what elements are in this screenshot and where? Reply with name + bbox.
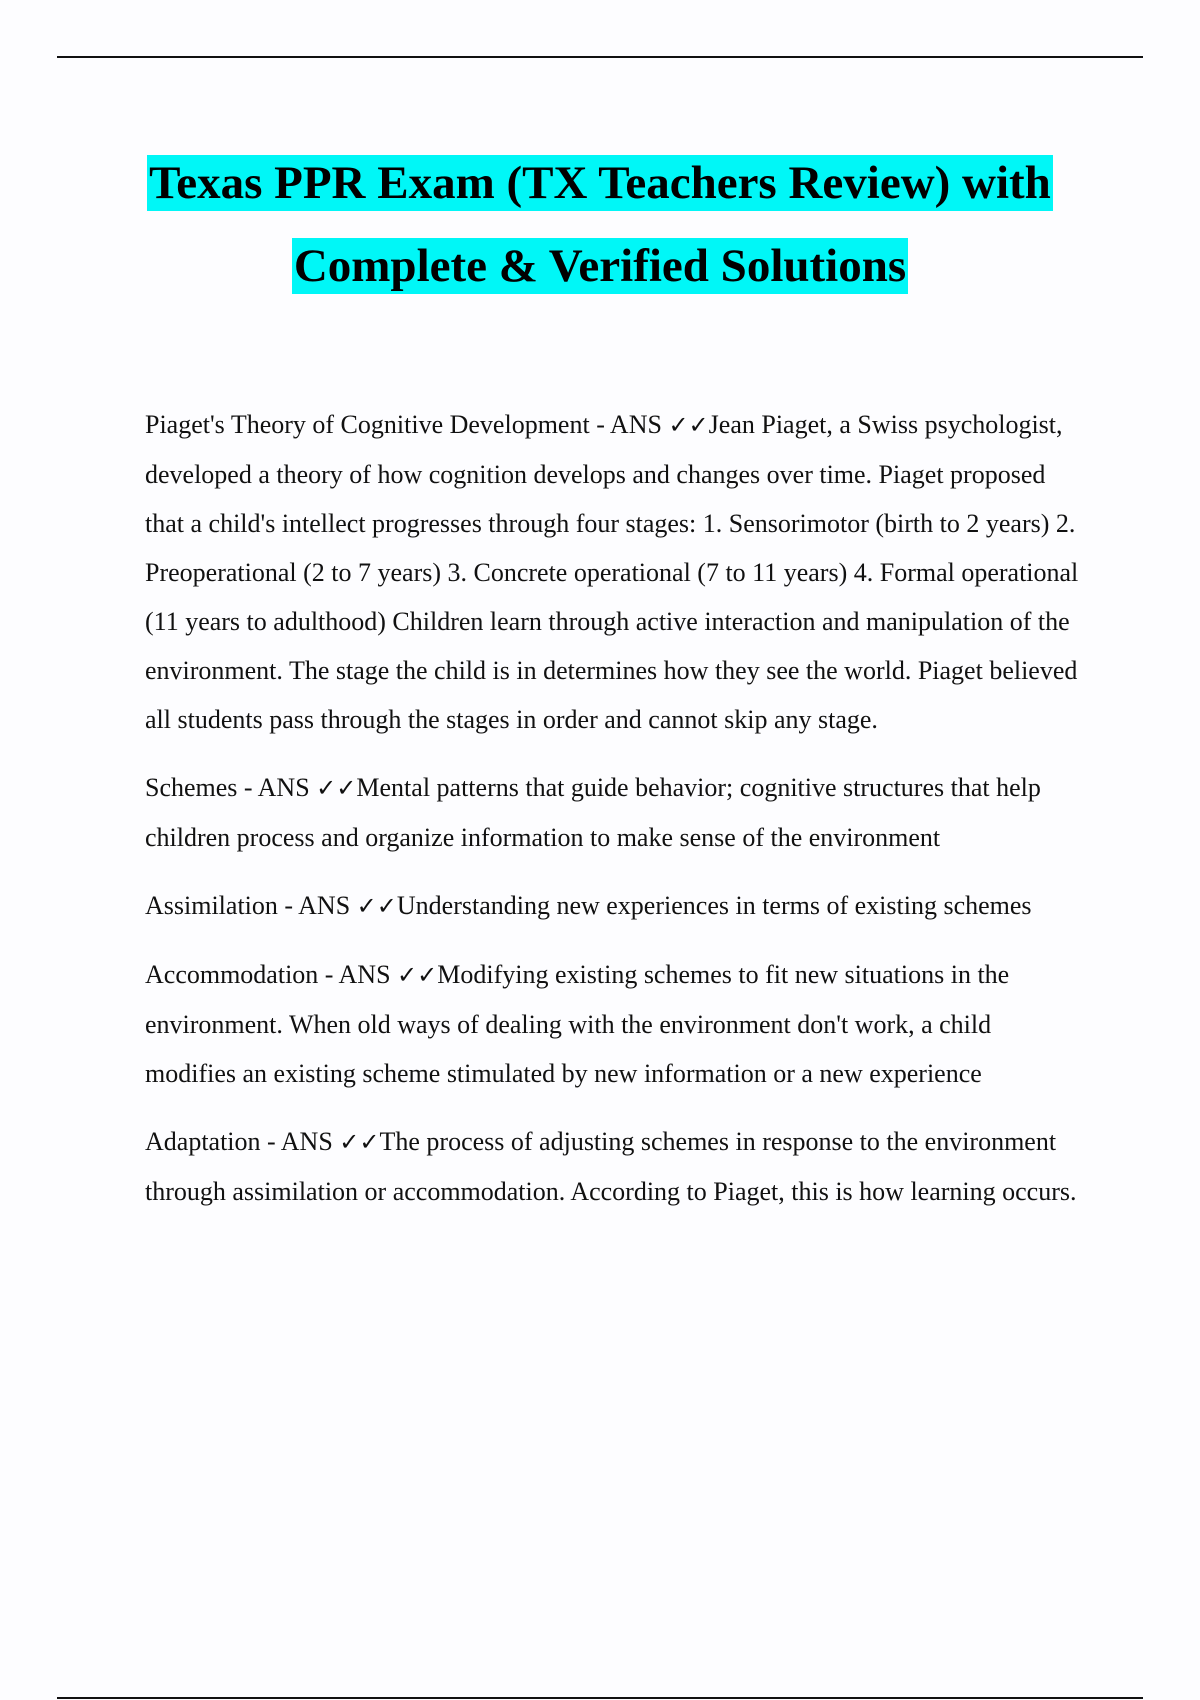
footer-rule — [57, 1697, 1143, 1699]
ans-label: ANS — [298, 891, 351, 920]
entry-term: Accommodation — [145, 960, 319, 989]
entry-separator: - — [260, 1127, 281, 1156]
document-title — [100, 142, 1100, 308]
entry-separator: - — [277, 891, 299, 920]
ans-label: ANS — [609, 410, 662, 439]
qa-entry-schemes — [145, 763, 1085, 862]
ans-label: ANS — [338, 960, 391, 989]
qa-entry-accommodation — [145, 950, 1085, 1098]
entry-answer: Modifying existing schemes to fit new situations in the environment. When old ways of dealing with the environment don't work, a child modifies an existing scheme stimulated by new information or a new experience — [145, 960, 1010, 1088]
entry-separator: - — [589, 410, 610, 439]
entry-term: Assimilation — [145, 891, 278, 920]
double-check-icon: ✓✓ — [356, 892, 397, 920]
double-check-icon: ✓✓ — [339, 1128, 380, 1156]
double-check-icon: ✓✓ — [668, 411, 709, 439]
entry-answer: Mental patterns that guide behavior; cognitive structures that help children process and organize information to make sense of the environment — [145, 773, 1041, 852]
header-rule — [57, 56, 1143, 58]
entry-answer: The process of adjusting schemes in response to the environment through assimilation or accommodation. According to Piaget, this is how learning occurs. — [145, 1127, 1077, 1206]
title-line-1: Texas PPR Exam (TX Teachers Review) with — [149, 157, 1051, 209]
qa-list — [145, 400, 1085, 1235]
qa-entry-adaptation — [145, 1117, 1085, 1216]
entry-term: Piaget's Theory of Cognitive Development — [145, 410, 590, 439]
double-check-icon: ✓✓ — [397, 961, 438, 989]
entry-answer: Jean Piaget, a Swiss psychologist, developed a theory of how cognition develops and changes over time. Piaget proposed that a child's intellect progresses through four stages: 1. Sensorimotor (birth to 2 years) 2. Preoperational (2 to 7 years) 3. Concrete operational (7 to 11 years) 4. Formal operational (11 years to adulthood) Children learn through active interaction and manipulation of the environment. The stage the child is in determines how they see the world. Piaget believed all students pass through the stages in order and cannot skip any stage. — [145, 410, 1079, 734]
entry-term: Schemes — [145, 773, 238, 802]
entry-term: Adaptation — [145, 1127, 261, 1156]
entry-separator: - — [237, 773, 258, 802]
entry-answer: Understanding new experiences in terms of existing schemes — [396, 891, 1032, 920]
title-line-2: Complete & Verified Solutions — [293, 240, 907, 292]
double-check-icon: ✓✓ — [316, 774, 357, 802]
qa-entry-assimilation — [145, 881, 1085, 931]
entry-separator: - — [318, 960, 339, 989]
qa-entry-piaget-theory — [145, 400, 1085, 744]
ans-label: ANS — [280, 1127, 333, 1156]
ans-label: ANS — [257, 773, 310, 802]
